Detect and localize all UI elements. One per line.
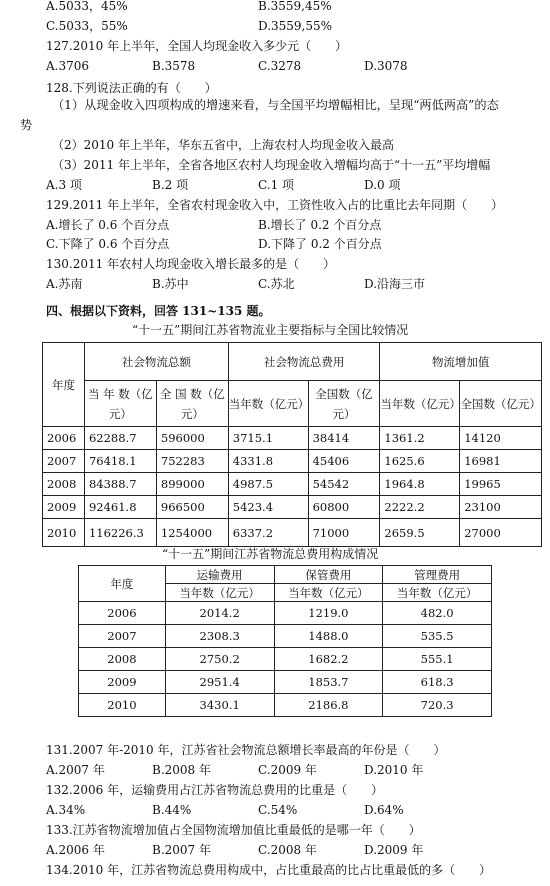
table-cell: 6337.2 [228,519,308,547]
q128-stem: 128.下列说法正确的有（ ） [46,81,217,95]
q128-option-c: C.1 项 [258,178,295,192]
q126-option-b: B.3559,45% [258,0,332,13]
column-header: 全国数（亿元） [460,381,542,427]
q132-option-b: B.44% [152,803,192,817]
year-cell: 2009 [79,671,166,694]
group-header-transport: 运输费用 [165,566,274,584]
q129-option-c: C.下降了 0.6 个百分点 [46,237,170,251]
table-cell: 2222.2 [380,496,460,519]
table-cell: 1219.0 [274,602,383,625]
logistics-cost-table [78,565,492,717]
group-header-value-added: 物流增加值 [380,343,542,381]
table-cell: 2308.3 [165,625,274,648]
table-cell: 618.3 [383,671,492,694]
q130-option-d: D.沿海三市 [364,277,426,291]
q133-option-a: A.2006 年 [46,843,105,857]
q131-option-b: B.2008 年 [152,763,211,777]
q133-option-b: B.2007 年 [152,843,211,857]
column-header: 当年数（亿元） [383,584,492,602]
q132-option-d: D.64% [364,803,404,817]
table-row [43,519,542,547]
table-cell: 2014.2 [165,602,274,625]
table-row [43,496,542,519]
table-cell: 14120 [460,427,542,450]
table-cell: 1625.6 [380,450,460,473]
table-cell: 482.0 [383,602,492,625]
q130-option-b: B.苏中 [152,277,189,291]
table-cell: 54542 [308,473,380,496]
q129-option-a: A.增长了 0.6 个百分点 [46,218,170,232]
column-header: 全国数（亿元） [308,381,380,427]
q132-option-c: C.54% [258,803,298,817]
q133-stem: 133.江苏省物流增加值占全国物流增加值比重最低的是哪一年（ ） [46,823,421,837]
table-row [79,625,492,648]
column-header: 当 年 数（亿元） [84,381,156,427]
q127-option-b: B.3578 [152,59,196,73]
q129-option-d: D.下降了 0.2 个百分点 [258,237,382,251]
q134-stem: 134.2010 年，江苏省物流总费用构成中，占比重最高的比占比重最低的多（ ） [46,863,492,877]
table-row [43,427,542,450]
table-row [79,648,492,671]
table-cell: 116226.3 [84,519,156,547]
q129-option-b: B.增长了 0.2 个百分点 [258,218,382,232]
table-cell: 2186.8 [274,694,383,717]
q133-option-c: C.2008 年 [258,843,317,857]
q131-option-c: C.2009 年 [258,763,317,777]
year-cell: 2006 [43,427,85,450]
table-cell: 84388.7 [84,473,156,496]
q130-option-c: C.苏北 [258,277,295,291]
table-cell: 76418.1 [84,450,156,473]
q126-option-d: D.3559,55% [258,19,333,33]
table-cell: 1361.2 [380,427,460,450]
table-cell: 19965 [460,473,542,496]
year-cell: 2006 [79,602,166,625]
table-cell: 899000 [156,473,228,496]
table-cell: 1853.7 [274,671,383,694]
year-cell: 2008 [79,648,166,671]
table-cell: 60800 [308,496,380,519]
year-header: 年度 [43,343,85,427]
q126-option-a: A.5033，45% [46,0,128,13]
table2-caption: “十一五”期间江苏省物流总费用构成情况 [162,547,379,561]
q133-option-d: D.2009 年 [364,843,424,857]
table-row [43,450,542,473]
table-cell: 555.1 [383,648,492,671]
table-cell: 45406 [308,450,380,473]
table-cell: 38414 [308,427,380,450]
table-cell: 4331.8 [228,450,308,473]
group-header-total-cost: 社会物流总费用 [228,343,380,381]
table-cell: 92461.8 [84,496,156,519]
q127-option-c: C.3278 [258,59,302,73]
table-cell: 27000 [460,519,542,547]
table-cell: 752283 [156,450,228,473]
column-header: 当年数（亿元） [165,584,274,602]
q128-option-d: D.0 项 [364,178,401,192]
q128-statement-1: （1）从现金收入四项构成的增速来看，与全国平均增幅相比，呈现“两低两高”的态 [52,98,499,112]
section-title: 四、根据以下资料，回答 131~135 题。 [46,304,271,318]
q128-statement-1-cont: 势 [20,118,33,132]
table-cell: 1964.8 [380,473,460,496]
table-cell: 4987.5 [228,473,308,496]
table-cell: 966500 [156,496,228,519]
table-cell: 3430.1 [165,694,274,717]
q128-option-b: B.2 项 [152,178,189,192]
year-cell: 2008 [43,473,85,496]
column-header: 当年数（亿元） [274,584,383,602]
table-cell: 596000 [156,427,228,450]
table-row [79,671,492,694]
q131-stem: 131.2007 年-2010 年，江苏省社会物流总额增长率最高的年份是（ ） [46,743,446,757]
q131-option-d: D.2010 年 [364,763,424,777]
table-row [79,694,492,717]
group-header-management: 管理费用 [383,566,492,584]
q128-option-a: A.3 项 [46,178,82,192]
q127-stem: 127.2010 年上半年，全国人均现金收入多少元（ ） [46,39,348,53]
table-cell: 16981 [460,450,542,473]
table-cell: 3715.1 [228,427,308,450]
year-cell: 2010 [43,519,85,547]
table-cell: 71000 [308,519,380,547]
q127-option-d: D.3078 [364,59,408,73]
table-cell: 23100 [460,496,542,519]
q132-stem: 132.2006 年，运输费用占江苏省物流总费用的比重是（ ） [46,783,384,797]
q128-statement-3: （3）2011 年上半年，全省各地区农村人均现金收入增幅均高于“十一五”平均增幅 [52,158,491,172]
column-header: 当年数（亿元） [380,381,460,427]
year-header: 年度 [79,566,166,602]
table-cell: 535.5 [383,625,492,648]
q128-statement-2: （2）2010 年上半年，华东五省中，上海农村人均现金收入最高 [52,138,394,152]
group-header-storage: 保管费用 [274,566,383,584]
table-cell: 2951.4 [165,671,274,694]
table-cell: 720.3 [383,694,492,717]
table-cell: 2750.2 [165,648,274,671]
q132-option-a: A.34% [46,803,86,817]
table1-caption: “十一五”期间江苏省物流业主要指标与全国比较情况 [132,323,409,337]
table-row [79,602,492,625]
table-cell: 1488.0 [274,625,383,648]
table-cell: 1254000 [156,519,228,547]
q127-option-a: A.3706 [46,59,90,73]
group-header-total-value: 社会物流总额 [84,343,228,381]
year-cell: 2010 [79,694,166,717]
q126-option-c: C.5033，55% [46,19,128,33]
table-cell: 2659.5 [380,519,460,547]
year-cell: 2007 [79,625,166,648]
year-cell: 2007 [43,450,85,473]
q130-stem: 130.2011 年农村人均现金收入增长最多的是（ ） [46,257,336,271]
table-cell: 5423.4 [228,496,308,519]
logistics-indicators-table [42,342,542,547]
year-cell: 2009 [43,496,85,519]
q129-stem: 129.2011 年上半年，全省农村现金收入中，工资性收入占的比重比去年同期（ ） [46,198,504,212]
column-header: 当年数（亿元） [228,381,308,427]
q131-option-a: A.2007 年 [46,763,105,777]
table-cell: 1682.2 [274,648,383,671]
table-row [43,473,542,496]
q130-option-a: A.苏南 [46,277,83,291]
table-cell: 62288.7 [84,427,156,450]
column-header: 全 国 数（亿元） [156,381,228,427]
